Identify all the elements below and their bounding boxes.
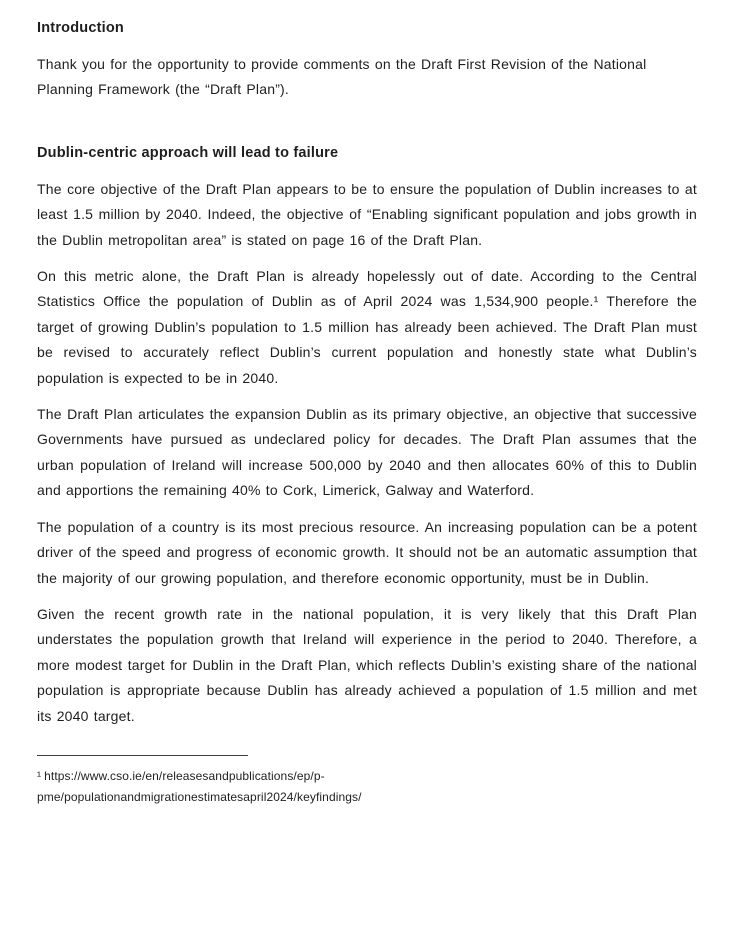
paragraph-intro: Thank you for the opportunity to provide comments on the Draft First Revision of the National Planning Framework (the “Draft Plan”). [37,56,647,98]
paragraph-cso-population: On this metric alone, the Draft Plan is already hopelessly out of date. According to the Central Statistics Office the population of Dublin as of April 2024 was 1,534,900 people.¹ Therefore the target of growing Dublin’s population to 1.5 million has already been achieved. The Draft Plan must be revised to accurately reflect Dublin’s current population and honestly state what Dublin’s population is expected to be in 2040. [37,268,697,386]
footnote-line-1 [37,766,697,788]
paragraph-population-resource: The population of a country is its most precious resource. An increasing population can be a potent driver of the speed and progress of economic growth. It should not be an automatic assumption that the majority of our growing population, and therefore economic opportunity, must be in Dublin. [37,518,697,586]
paragraph-growth-rate: Given the recent growth rate in the national population, it is very likely that this Draft Plan understates the population growth that Ireland will experience in the period to 2040. Therefore, a more modest target for Dublin in the Draft Plan, which reflects Dublin’s existing share of the national population is appropriate because Dublin has already achieved a population of 1.5 million and met its 2040 target. [37,605,697,724]
footnote-divider [37,755,248,756]
paragraph-expansion-objective: The Draft Plan articulates the expansion Dublin as its primary objective, an objective that successive Governments have pursued as undeclared policy for decades. The Draft Plan assumes that the urban population of Ireland will increase 500,000 by 2040 and then allocates 60% of this to Dublin and apportions the remaining 40% to Cork, Limerick, Galway and Waterford. [37,406,697,499]
paragraph-core-objective: The core objective of the Draft Plan appears to be to ensure the population of Dublin increases to at least 1.5 million by 2040. Indeed, the objective of “Enabling significant population and jobs growth in the Dublin metropolitan area” is stated on page 16 of the Draft Plan. [37,180,697,248]
footnote-url-line-2: pme/populationandmigrationestimatesapril2024/keyfindings/ [37,790,362,805]
section-heading-dublin-centric: Dublin-centric approach will lead to failure [37,144,339,161]
footnote-marker: ¹ [37,768,42,783]
footnote-url-line-1: https://www.cso.ie/en/releasesandpublications/ep/p- [44,768,325,783]
section-heading-introduction: Introduction [37,20,124,36]
footnote [37,766,697,809]
